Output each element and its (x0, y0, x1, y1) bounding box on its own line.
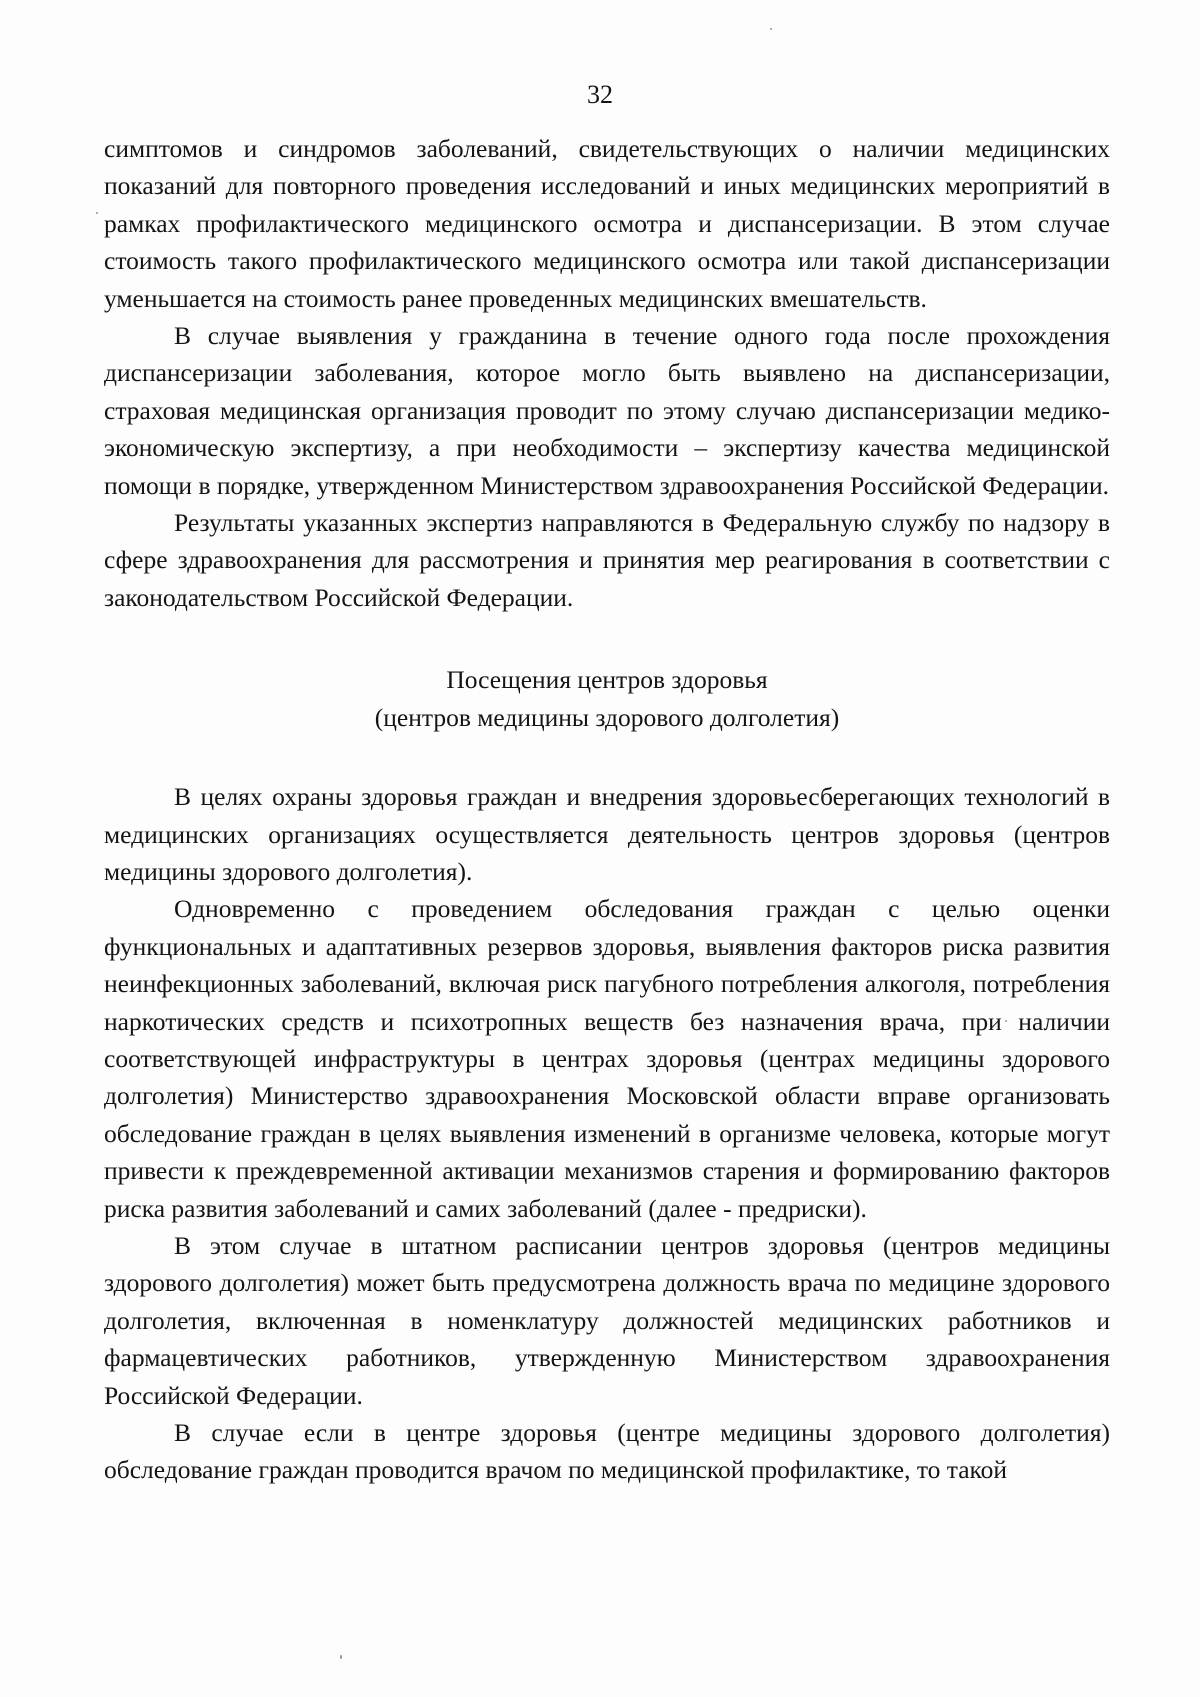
scan-speck (340, 1655, 342, 1659)
scan-speck (96, 212, 98, 214)
paragraph: В случае если в центре здоровья (центре медицины здорового долголетия) обследование граждан проводится врачом по медицинской профилактике, то такой (104, 1418, 1110, 1485)
section-subtitle: (центров медицины здорового долголетия) (374, 702, 840, 732)
section-title: Посещения центров здоровья (446, 665, 768, 695)
paragraph: В целях охраны здоровья граждан и внедрения здоровьесберегающих технологий в медицинских организациях осуществляется деятельность центров здоровья (центров медицины здорового долголетия). (104, 782, 1110, 886)
paragraph: В случае выявления у гражданина в течение одного года после прохождения диспансеризации заболевания, которое могло быть выявлено на диспансеризации, страховая медицинская организация проводит по этому случаю диспансеризации медико-экономическую экспертизу, а при необходимости – экспертизу качества медицинской помощи в порядке, утвержденном Министерством здравоохранения Российской Федерации. (104, 321, 1110, 500)
scan-speck (770, 28, 772, 30)
paragraph-continuation: симптомов и синдромов заболеваний, свидетельствующих о наличии медицинских показаний для повторного проведения исследований и иных медицинских мероприятий в рамках профилактического медицинского осмотра и диспансеризации. В этом случае стоимость такого профилактического медицинского осмотра или такой диспансеризации уменьшается на стоимость ранее проведенных медицинских вмешательств. (104, 134, 1110, 313)
paragraph: Одновременно с проведением обследования граждан с целью оценки функциональных и адаптативных резервов здоровья, выявления факторов риска развития неинфекционных заболеваний, включая риск пагубного потребления алкоголя, потребления наркотических средств и психотропных веществ без назначения врача, при наличии соответствующей инфраструктуры в центрах здоровья (центрах медицины здорового долголетия) Министерство здравоохранения Московской области вправе организовать обследование граждан в целях выявления изменений в организме человека, которые могут привести к преждевременной активации механизмов старения и формированию факторов риска развития заболеваний и самих заболеваний (далее - предриски). (104, 894, 1110, 1223)
paragraph: В этом случае в штатном расписании центров здоровья (центров медицины здорового долголетия) может быть предусмотрена должность врача по медицине здорового долголетия, включенная в номенклатуру должностей медицинских работников и фармацевтических работников, утвержденную Министерством здравоохранения Российской Федерации. (104, 1230, 1110, 1410)
page-number: 32 (587, 80, 613, 109)
document-body (104, 130, 1110, 1489)
paragraph: Результаты указанных экспертиз направляются в Федеральную службу по надзору в сфере здравоохранения для рассмотрения и принятия мер реагирования в соответствии с законодательством Российской Федерации. (104, 508, 1110, 612)
section-heading (104, 661, 1110, 736)
